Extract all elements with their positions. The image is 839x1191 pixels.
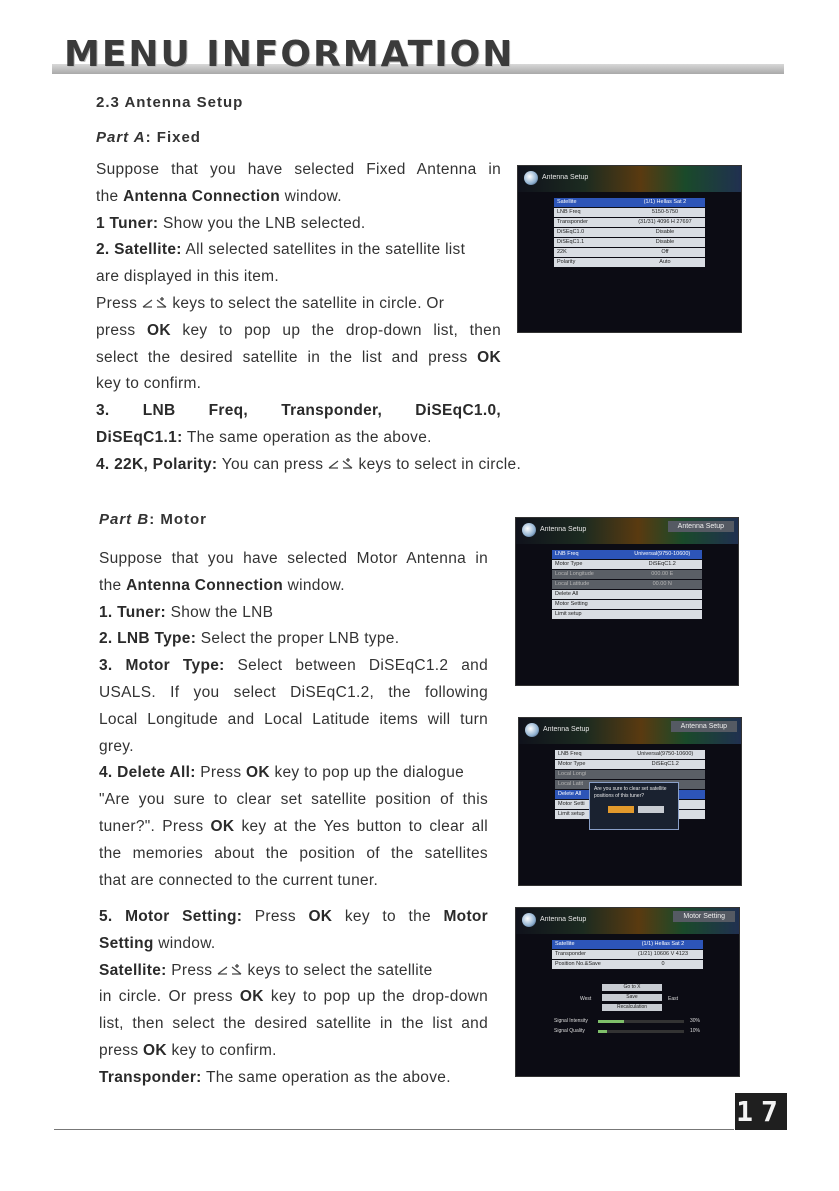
section-title: 2.3 Antenna Setup [96, 94, 244, 111]
text-line: 4. 22K, Polarity: You can press keys to select in circle. [96, 455, 522, 473]
part-b-label: Part B [99, 511, 150, 528]
signal-intensity-bar [598, 1020, 684, 1023]
text-line: select the desired satellite in the list and press OK [96, 348, 501, 366]
text-line: Suppose that you have selected Fixed Antenna in [96, 161, 501, 178]
text-line: the Antenna Connection window. [99, 576, 345, 594]
text-line: the memories about the position of the satellites [99, 844, 488, 862]
screen-row: 22K Off [554, 248, 705, 257]
text-line: Setting window. [99, 934, 216, 952]
part-b-text [99, 546, 488, 894]
screen-rows [552, 550, 702, 620]
text-line: 2. LNB Type: Select the proper LNB type. [99, 630, 400, 648]
satellite-logo-icon [522, 523, 536, 537]
antenna-setup-screenshot-fixed: Antenna Setup Satellite (1/1) Hellas Sat 2 LNB Freq 5150-5750 Transponder (31/31) 4096 H 27697 DiSEqC1.0 Disable DiSEqC1.1 Disable 22K Off Polarity Auto [517, 165, 742, 333]
left-right-keys-icon [328, 457, 354, 471]
text-line: Transponder: The same operation as the above. [99, 1068, 451, 1086]
text-line: tuner?". Press OK key at the Yes button to clear all [99, 817, 488, 835]
screen-row: Motor Setti [555, 800, 705, 809]
text-line: press OK key to pop up the drop-down list, then [96, 321, 501, 339]
part-a-label: Part A [96, 129, 146, 146]
part-a-title: : Fixed [145, 129, 201, 146]
text-line: 4. Delete All: Press OK key to pop up the dialogue [99, 764, 465, 782]
text-line: key to confirm. [96, 375, 202, 393]
text-line: Press keys to select the satellite in circle. Or [96, 294, 445, 312]
satellite-logo-icon [522, 913, 536, 927]
header-title: MENU INFORMATION [64, 34, 515, 75]
screen-row: DiSEqC1.1 Disable [554, 238, 705, 247]
text-line: Suppose that you have selected Motor Antenna in [99, 550, 488, 567]
motor-controls: Go to X Save Recalculation [602, 984, 662, 1011]
screen-row: Local Latitude 00.00 N [552, 580, 702, 589]
signal-quality-bar [598, 1030, 684, 1033]
footer-line [54, 1129, 734, 1130]
screen-row: Motor Type DiSEqC1.2 [555, 760, 705, 769]
screen-row: Motor Setting [552, 600, 702, 609]
screen-row: Transponder (1/21) 10606 V 4123 [552, 950, 703, 959]
screen-row: DiSEqC1.0 Disable [554, 228, 705, 237]
text-line: 1. Tuner: Show the LNB [99, 603, 274, 621]
text-line: 5. Motor Setting: Press OK key to the Motor [99, 908, 489, 925]
satellite-logo-icon [525, 723, 539, 737]
screen-row: Local Longitude 000.00 E [552, 570, 702, 579]
left-right-keys-icon [217, 963, 243, 977]
text-line: the Antenna Connection window. [96, 187, 342, 205]
screen-row: Polarity Auto [554, 258, 705, 267]
yes-button [608, 806, 634, 813]
screen-row: Local Longi [555, 770, 705, 779]
screen-rows [554, 198, 705, 268]
confirm-dialog: Are you sure to clear set satellite positions of this tuner? [589, 782, 679, 830]
screen-row: Delete All [552, 590, 702, 599]
motor-setting-screenshot: Antenna Setup Motor Setting Satellite (1/1) Hellas Sat 2 Transponder (1/21) 10606 V 4123 Position No.&Save 0 Go to X Save Recalculation West East Signal Intensity 30% Signal Quality 10% [515, 907, 740, 1077]
screen-rows [552, 940, 703, 970]
text-line: DiSEqC1.1: The same operation as the above. [96, 428, 432, 446]
screen-row: Satellite (1/1) Hellas Sat 2 [554, 198, 705, 207]
text-line: list, then select the desired satellite in the list and [99, 1015, 488, 1033]
part-b-title: : Motor [149, 511, 208, 528]
screen-row: Satellite (1/1) Hellas Sat 2 [552, 940, 703, 949]
screen-row: Limit setup [555, 810, 705, 819]
screen-row: Transponder (31/31) 4096 H 27697 [554, 218, 705, 227]
part-a-heading [96, 129, 201, 146]
part-b-heading [99, 511, 207, 528]
screen-row: LNB Freq Universal(9750-10600) [552, 550, 702, 559]
page-header [52, 30, 784, 76]
screen-row: LNB Freq Universal(9750-10600) [555, 750, 705, 759]
text-line: 2. Satellite: All selected satellites in the satellite list [96, 241, 466, 259]
satellite-logo-icon [524, 171, 538, 185]
part-c-text [99, 904, 488, 1092]
text-line: Local Longitude and Local Latitude items will turn [99, 710, 488, 728]
left-right-keys-icon [142, 296, 168, 310]
text-line: 3. LNB Freq, Transponder, DiSEqC1.0, [96, 402, 501, 420]
page-number: 17 [736, 1095, 786, 1128]
text-line: that are connected to the current tuner. [99, 871, 379, 889]
text-line: Satellite: Press keys to select the satellite [99, 961, 433, 979]
no-button [638, 806, 664, 813]
screen-row: Delete All [555, 790, 705, 799]
screen-row: Local Latit [555, 780, 705, 789]
text-line: 1 Tuner: Show you the LNB selected. [96, 214, 366, 232]
screen-row: LNB Freq 5150-5750 [554, 208, 705, 217]
antenna-setup-screenshot-motor: Antenna Setup Antenna Setup LNB Freq Universal(9750-10600) Motor Type DiSEqC1.2 Local Longitude 000.00 E Local Latitude 00.00 N Delete All Motor Setting Limit setup [515, 517, 739, 686]
antenna-setup-screenshot-delete-dialog: Antenna Setup Antenna Setup LNB Freq Universal(9750-10600) Motor Type DiSEqC1.2 Local Longi Local Latit Delete All Motor Setti Limit setup Are you sure to clear set satellite positions of this tuner? [518, 717, 742, 886]
text-line: are displayed in this item. [96, 268, 279, 286]
screen-row: Position No.&Save 0 [552, 960, 703, 969]
part-a-text [96, 157, 522, 479]
text-line: in circle. Or press OK key to pop up the drop-down [99, 988, 489, 1006]
text-line: USALS. If you select DiSEqC1.2, the following [99, 683, 488, 701]
text-line: 3. Motor Type: Select between DiSEqC1.2 and [99, 657, 488, 675]
text-line: press OK key to confirm. [99, 1041, 277, 1059]
screen-row: Motor Type DiSEqC1.2 [552, 560, 702, 569]
screen-row: Limit setup [552, 610, 702, 619]
text-line: "Are you sure to clear set satellite position of this [99, 791, 488, 809]
text-line: grey. [99, 737, 134, 755]
